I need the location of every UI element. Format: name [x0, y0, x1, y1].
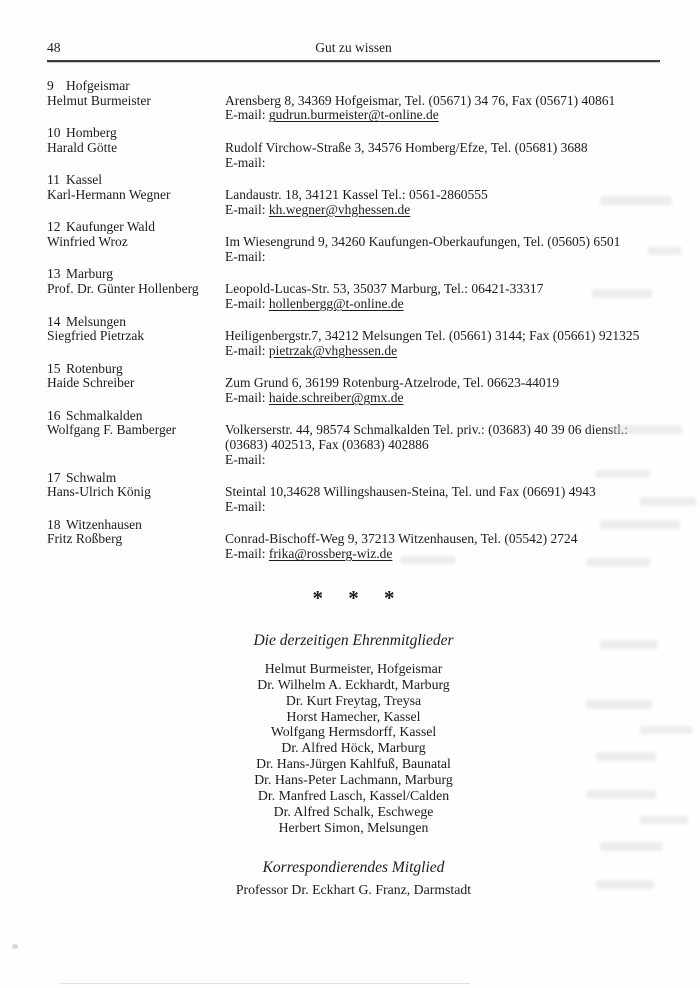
entry-town-name: Hofgeismar [66, 78, 130, 93]
entry-address [225, 235, 660, 264]
entry-town-name: Kassel [66, 172, 102, 188]
entry-town-name: Kaufunger Wald [66, 219, 156, 235]
entry-address [225, 329, 660, 358]
entry-number: 18 [47, 516, 61, 532]
entry-person-name: Hans-Ulrich König [47, 484, 151, 500]
email-line: E-mail: kh.wegner@vhghessen.de [225, 201, 411, 217]
email-link[interactable]: frika@rossberg-wiz.de [268, 546, 393, 562]
entry-number: 11 [47, 172, 60, 188]
entry-town-name: Schwalm [66, 469, 117, 485]
honorary-member: Dr. Alfred Höck, Marburg [281, 740, 426, 756]
entry-person-name: Karl-Hermann Wegner [47, 186, 171, 202]
email-link[interactable]: pietrzak@vhghessen.de [268, 342, 398, 358]
email-link[interactable]: kh.wegner@vhghessen.de [268, 201, 411, 217]
corresponding-member: Professor Dr. Eckhart G. Franz, Darmstadt [235, 881, 472, 897]
entry-person-name: Prof. Dr. Günter Hollenberg [47, 281, 199, 297]
directory-entry [47, 362, 660, 406]
directory-entry [47, 173, 660, 217]
directory-entry [47, 315, 660, 359]
entry-number: 16 [47, 407, 61, 423]
email-line: E-mail: [225, 248, 266, 264]
honorary-member: Dr. Kurt Freytag, Treysa [285, 692, 422, 708]
running-title: Gut zu wissen [315, 40, 392, 55]
address-line: Volkerserstr. 44, 98574 Schmalkalden Tel. priv.: (03683) 40 39 06 dienstl.: [225, 422, 629, 438]
entry-person-name: Harald Götte [47, 139, 118, 155]
entry-person-name: Wolfgang F. Bamberger [47, 422, 177, 438]
honorary-member: Wolfgang Hermsdorff, Kassel [270, 724, 437, 740]
entry-person-name: Helmut Burmeister [47, 92, 151, 108]
directory-entry [47, 409, 660, 468]
directory-entry [47, 267, 660, 311]
page-number: 48 [47, 40, 61, 55]
scan-artifact [12, 944, 18, 949]
entry-address [225, 141, 660, 170]
email-line: E-mail: [225, 451, 266, 467]
page-content [0, 40, 700, 898]
honorary-member: Dr. Wilhelm A. Eckhardt, Marburg [257, 676, 450, 692]
honorary-member: Dr. Hans-Peter Lachmann, Marburg [254, 772, 453, 788]
email-line: E-mail: haide.schreiber@gmx.de [225, 390, 404, 406]
entry-town-name: Marburg [66, 266, 113, 282]
address-line: Heiligenbergstr.7, 34212 Melsungen Tel. (05661) 3144; Fax (05661) 921325 [225, 328, 640, 344]
honorary-members-section [47, 632, 660, 836]
address-line: Leopold-Lucas-Str. 53, 35037 Marburg, Tel.: 06421-33317 [225, 281, 544, 297]
entry-address [225, 188, 660, 217]
entry-town-name: Rotenburg [66, 360, 123, 376]
entry-number: 13 [47, 266, 61, 282]
entry-address [225, 532, 660, 561]
honorary-members-list [47, 661, 660, 836]
corresponding-heading: Korrespondierendes Mitglied [262, 858, 445, 876]
email-line: E-mail: frika@rossberg-wiz.de [225, 546, 393, 562]
address-line: (03683) 402513, Fax (03683) 402886 [225, 437, 429, 453]
corresponding-member-section [47, 859, 660, 898]
email-link[interactable]: hollenbergg@t-online.de [268, 295, 404, 311]
entry-number: 9 [47, 78, 54, 93]
entry-address [225, 282, 660, 311]
directory-entry [47, 126, 660, 170]
directory-entry [47, 220, 660, 264]
entry-address [225, 94, 660, 123]
email-line: E-mail: [225, 498, 266, 514]
email-link[interactable]: gudrun.burmeister@t-online.de [268, 107, 439, 123]
entry-person-name: Fritz Roßberg [47, 531, 123, 547]
honorary-member: Helmut Burmeister, Hofgeismar [264, 660, 443, 676]
directory-entry [47, 471, 660, 515]
directory-entry [47, 518, 660, 562]
entry-person-name: Winfried Wroz [47, 234, 128, 250]
address-line: Arensberg 8, 34369 Hofgeismar, Tel. (05671) 34 76, Fax (05671) 40861 [225, 92, 616, 108]
entry-town-name: Homberg [66, 125, 117, 141]
entry-town-name: Melsungen [66, 313, 126, 329]
address-line: Steintal 10,34628 Willingshausen-Steina, Tel. und Fax (06691) 4943 [225, 484, 596, 500]
address-line: Conrad-Bischoff-Weg 9, 37213 Witzenhausen, Tel. (05542) 2724 [225, 531, 578, 547]
entry-number: 10 [47, 125, 61, 141]
honorary-member: Dr. Hans-Jürgen Kahlfuß, Baunatal [256, 756, 451, 772]
address-line: Zum Grund 6, 36199 Rotenburg-Atzelrode, Tel. 06623-44019 [225, 375, 560, 391]
address-line: Rudolf Virchow-Straße 3, 34576 Homberg/Efze, Tel. (05681) 3688 [225, 139, 588, 155]
entry-person-name: Siegfried Pietrzak [47, 328, 145, 344]
address-line: Im Wiesengrund 9, 34260 Kaufungen-Oberkaufungen, Tel. (05605) 6501 [225, 234, 621, 250]
honorary-member: Herbert Simon, Melsungen [278, 819, 429, 835]
email-line: E-mail: hollenbergg@t-online.de [225, 295, 404, 311]
entry-number: 15 [47, 360, 61, 376]
email-line: E-mail: gudrun.burmeister@t-online.de [225, 107, 439, 123]
entry-address [225, 376, 660, 405]
honorary-member: Dr. Manfred Lasch, Kassel/Calden [257, 788, 450, 804]
section-separator-stars: * * * [312, 585, 405, 610]
email-line: E-mail: pietrzak@vhghessen.de [225, 342, 398, 358]
scan-artifact [60, 983, 470, 984]
entry-number: 17 [47, 469, 61, 485]
entry-number: 14 [47, 313, 61, 329]
honorary-member: Horst Hamecher, Kassel [286, 708, 421, 724]
entry-town-name: Witzenhausen [66, 516, 142, 532]
email-link[interactable]: haide.schreiber@gmx.de [268, 390, 404, 406]
honorary-heading: Die derzeitigen Ehrenmitglieder [253, 631, 454, 649]
email-line: E-mail: [225, 154, 266, 170]
entry-address [225, 485, 660, 514]
honorary-member: Dr. Alfred Schalk, Eschwege [273, 803, 434, 819]
entry-town-name: Schmalkalden [66, 407, 143, 423]
address-line: Landaustr. 18, 34121 Kassel Tel.: 0561-2860555 [225, 186, 488, 202]
entry-number: 12 [47, 219, 61, 235]
contact-directory [47, 79, 660, 562]
directory-entry [47, 79, 660, 123]
entry-address [225, 423, 660, 467]
page-header [47, 40, 660, 62]
entry-person-name: Haide Schreiber [47, 375, 135, 391]
